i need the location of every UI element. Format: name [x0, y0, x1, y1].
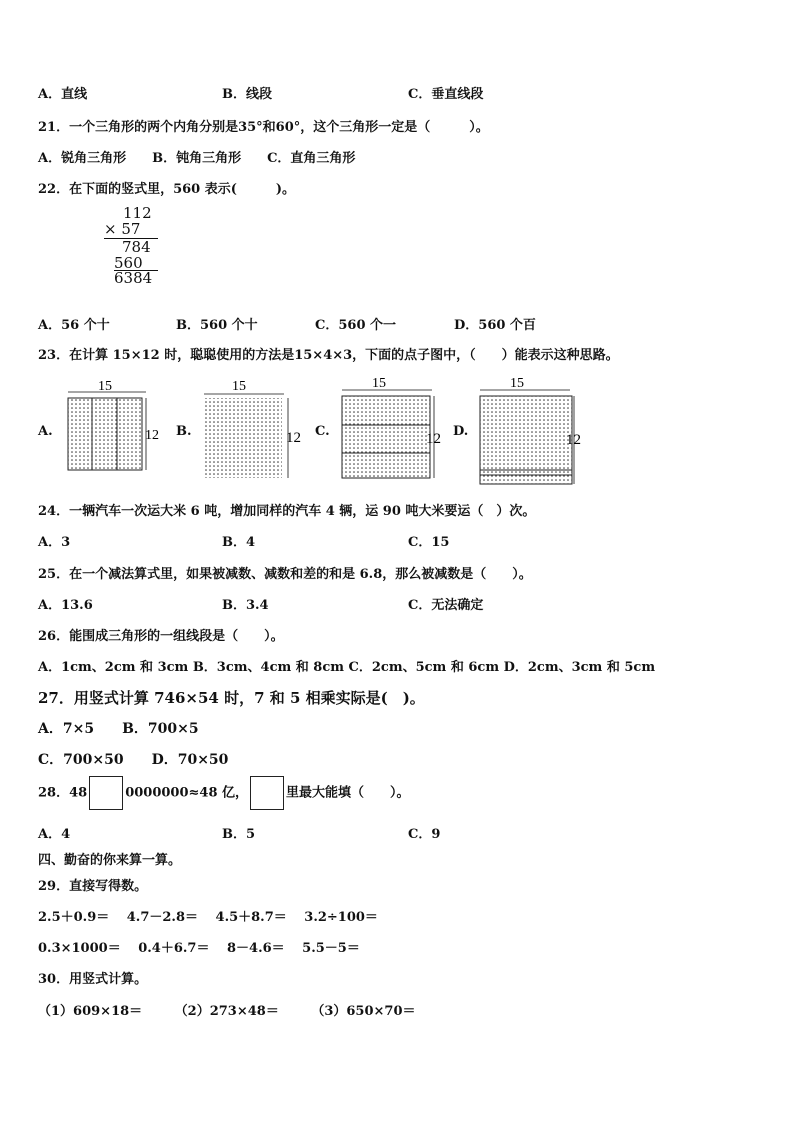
q25-option-b: B．3.4: [222, 598, 269, 613]
q26-options: A．1cm、2cm 和 3cm B．3cm、4cm 和 8cm C．2cm、5cm 和 6cm D．2cm、3cm 和 5cm: [38, 660, 656, 675]
width-label: 15: [372, 376, 386, 391]
q25-option-a: A．13.6: [38, 598, 93, 613]
q22-stem: 22．在下面的竖式里，560 表示( )。: [38, 182, 296, 197]
vertical-line-2: × 57: [104, 220, 141, 238]
vertical-line-3: 784: [122, 238, 151, 256]
q22-option-b: B．560 个十: [176, 318, 258, 333]
q27-options-row1: A．7×5 B．700×5: [38, 721, 199, 737]
q24-option-a: A．3: [38, 535, 71, 550]
q23-label-d: D.: [453, 424, 469, 439]
q29-row1: 2.5＋0.9＝ 4.7－2.8＝ 4.5＋8.7＝ 3.2÷100＝: [38, 910, 378, 925]
q22-option-a: A．56 个十: [38, 318, 110, 333]
q20-option-c: C．垂直线段: [408, 87, 484, 102]
q27-stem: 27．用竖式计算 746×54 时，7 和 5 相乘实际是( )。: [38, 689, 425, 707]
height-label: 12: [145, 428, 159, 443]
q28-stem-middle: 0000000≈48 亿，: [125, 785, 249, 801]
q28-option-c: C．9: [408, 827, 441, 842]
q21-stem: 21．一个三角形的两个内角分别是35°和60°，这个三角形一定是（ ）。: [38, 120, 489, 135]
q24-option-c: C．15: [408, 535, 450, 550]
height-label: 12: [566, 432, 581, 448]
q22-option-c: C．560 个一: [315, 318, 397, 333]
q23-label-b: B.: [176, 424, 192, 439]
q27-options-row2: C．700×50 D．70×50: [38, 752, 229, 768]
q21-options: A．锐角三角形 B．钝角三角形 C．直角三角形: [38, 151, 356, 166]
q26-stem: 26．能围成三角形的一组线段是（ ）。: [38, 629, 284, 644]
q30-row: （1）609×18＝ （2）273×48＝ （3）650×70＝: [38, 1004, 416, 1019]
q23-label-c: C.: [315, 424, 330, 439]
q22-option-d: D．560 个百: [454, 318, 536, 333]
q23-label-a: A.: [38, 424, 53, 439]
q28-blank-box-2: [250, 776, 284, 810]
vertical-line-4: 560: [114, 254, 143, 272]
width-label: 15: [232, 379, 246, 394]
q23-stem: 23．在计算 15×12 时，聪聪使用的方法是15×4×3，下面的点子图中，（ ）能表示这种思路。: [38, 348, 619, 363]
height-label: 12: [286, 430, 301, 446]
q25-stem: 25．在一个减法算式里，如果被减数、减数和差的和是 6.8，那么被减数是（ ）。: [38, 567, 532, 582]
dot-figure-b: [200, 376, 310, 484]
dot-figure-a: [62, 378, 162, 478]
width-label: 15: [98, 379, 112, 394]
dot-figure-d: [474, 374, 590, 488]
q30-stem: 30．用竖式计算。: [38, 972, 148, 987]
q24-stem: 24．一辆汽车一次运大米 6 吨，增加同样的汽车 4 辆，运 90 吨大米要运（ ）次。: [38, 504, 536, 519]
q29-stem: 29．直接写得数。: [38, 879, 148, 894]
vertical-line-5: 6384: [114, 269, 153, 287]
width-label: 15: [510, 376, 524, 391]
q28-option-a: A．4: [38, 827, 71, 842]
q28-option-b: B．5: [222, 827, 256, 842]
dot-figure-c: [336, 374, 446, 484]
section-4-heading: 四、勤奋的你来算一算。: [38, 853, 182, 868]
q28-stem-suffix: 里最大能填（ ）。: [286, 785, 410, 801]
q28-blank-box: [89, 776, 123, 810]
q28-stem: [38, 776, 410, 811]
q20-option-a: A．直线: [38, 87, 88, 102]
q24-option-b: B．4: [222, 535, 256, 550]
q20-option-b: B．线段: [222, 87, 272, 102]
q25-option-c: C．无法确定: [408, 598, 484, 613]
vertical-line-1: 112: [123, 204, 152, 222]
q29-row2: 0.3×1000＝ 0.4＋6.7＝ 8－4.6＝ 5.5－5＝: [38, 941, 360, 956]
q28-stem-prefix: 28．48: [38, 785, 88, 801]
height-label: 12: [426, 431, 441, 447]
